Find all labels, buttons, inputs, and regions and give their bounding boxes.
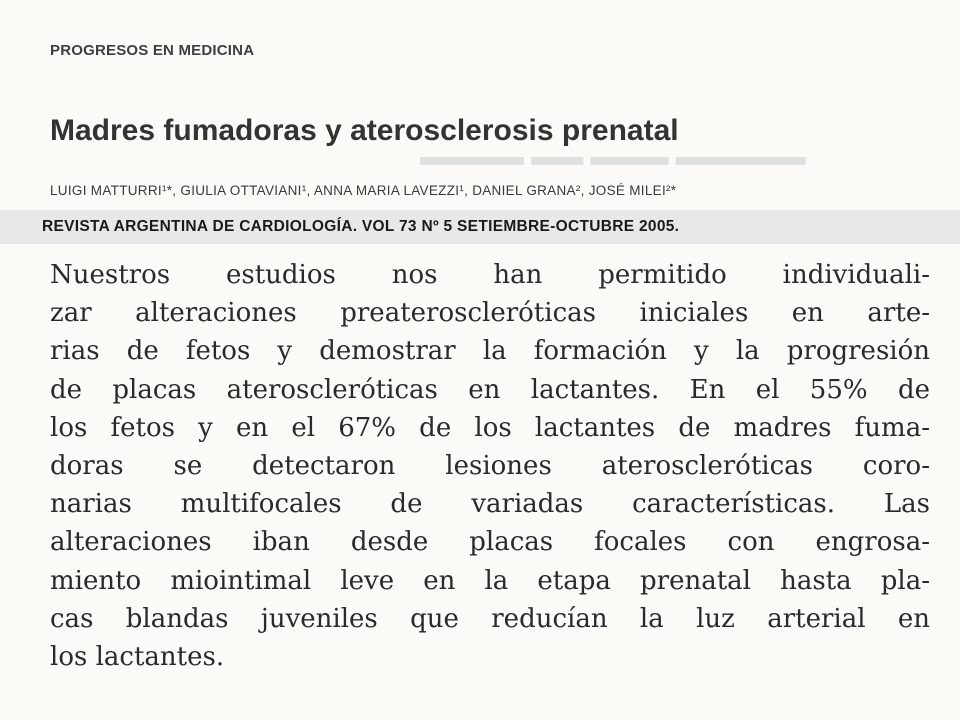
body-line: los fetos y en el 67% de los lactantes de madres fuma- [50,412,930,443]
body-line: zar alteraciones preateroscleróticas iniciales en arte- [50,298,930,329]
article-title: Madres fumadoras y aterosclerosis prenatal [50,114,679,147]
source-citation-banner [0,210,960,244]
body-line: rias de fetos y demostrar la formación y la progresión [50,336,930,367]
source-citation-text: REVISTA ARGENTINA DE CARDIOLOGÍA. VOL 73 Nº 5 SETIEMBRE-OCTUBRE 2005. [42,218,680,235]
article-body-paragraph [50,256,930,676]
body-line: de placas ateroscleróticas en lactantes. En el 55% de [50,374,930,405]
body-line: doras se detectaron lesiones ateroscleróticas coro- [50,450,930,481]
section-label: PROGRESOS EN MEDICINA [50,42,255,59]
body-line: miento miointimal leve en la etapa prenatal hasta pla- [50,565,930,596]
body-line: cas blandas juveniles que reducían la luz arterial en [50,603,930,634]
body-line: Nuestros estudios nos han permitido individuali- [50,260,930,290]
author-list: LUIGI MATTURRI¹*, GIULIA OTTAVIANI¹, ANNA MARIA LAVEZZI¹, DANIEL GRANA², JOSÉ MILEI²* [50,183,677,198]
bleed-through-decoration: ▬▬▬▬ ▬▬ ▬▬▬ ▬▬▬▬▬ [420,151,806,181]
body-line: los lactantes. [50,641,225,672]
body-line: narias multifocales de variadas características. Las [50,489,930,520]
body-line: alteraciones iban desde placas focales con engrosa- [50,527,930,558]
